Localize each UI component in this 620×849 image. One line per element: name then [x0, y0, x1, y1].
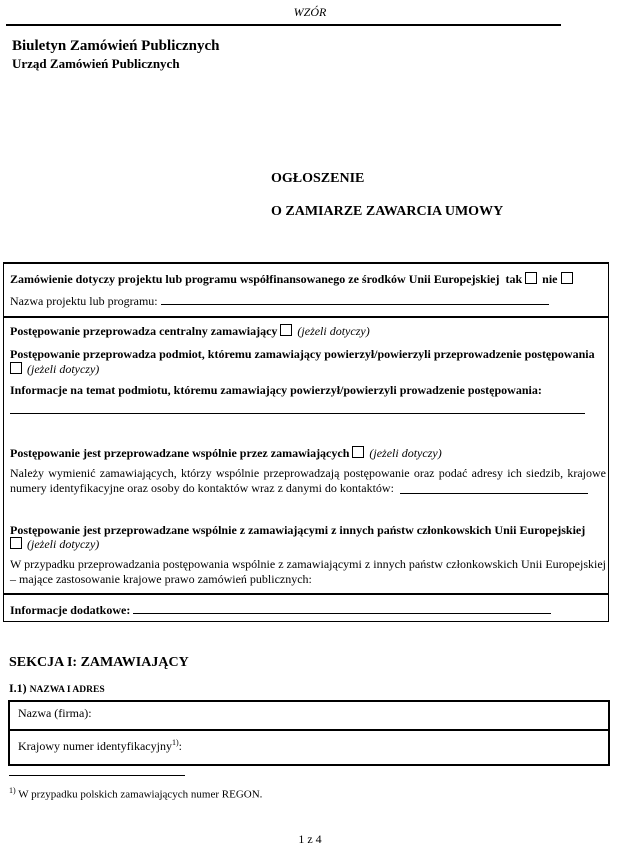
footnote — [9, 786, 262, 801]
yes-label: tak — [505, 272, 523, 286]
contracting-name-label: Nazwa (firma): — [18, 706, 92, 720]
joint-row — [10, 446, 442, 461]
notice-subtitle: O ZAMIARZE ZAWARCIA UMOWY — [271, 204, 504, 219]
section-divider-2 — [3, 593, 609, 595]
additional-info-label: Informacje dodatkowe: — [10, 603, 131, 617]
contracting-name-field[interactable] — [8, 700, 610, 731]
joint-description — [10, 466, 606, 496]
section-divider — [3, 316, 609, 318]
project-name-row — [10, 293, 549, 309]
delegated-info-input[interactable] — [10, 413, 585, 414]
central-row — [10, 324, 370, 339]
delegated-row — [10, 347, 606, 377]
section-1-1-number: I.1) — [9, 681, 27, 695]
central-question: Postępowanie przeprowadza centralny zamawiający — [10, 324, 278, 338]
notice-title: OGŁOSZENIE — [271, 171, 365, 186]
delegated-checkbox[interactable] — [10, 362, 22, 374]
footnote-divider — [9, 775, 185, 776]
section-1-1-heading — [9, 681, 105, 696]
joint-eu-question: Postępowanie jest przeprowadzane wspólnie z zamawiającymi z innych państw członkowskich Unii Europejskiej — [10, 523, 586, 537]
project-name-label: Nazwa projektu lub programu: — [10, 294, 158, 308]
eu-no-checkbox[interactable] — [561, 272, 573, 284]
project-name-input[interactable] — [161, 293, 549, 305]
delegated-question: Postępowanie przeprowadza podmiot, któremu zamawiający powierzył/powierzyli przeprowadzenie postępowania — [10, 347, 595, 361]
joint-eu-description-text: W przypadku przeprowadzania postępowania wspólnie z zamawiającymi z innych państw członkowskich Unii Europejskiej – mające zastosowanie krajowe prawo zamówień publicznych: — [10, 557, 606, 586]
national-id-label: Krajowy numer identyfikacyjny — [18, 739, 172, 753]
delegated-info-label: Informacje na temat podmiotu, któremu zamawiający powierzył/powierzyli prowadzenie postępowania: — [10, 383, 542, 397]
joint-if-applicable: (jeżeli dotyczy) — [369, 446, 442, 460]
joint-checkbox[interactable] — [352, 446, 364, 458]
eu-yes-checkbox[interactable] — [525, 272, 537, 284]
header-divider — [6, 24, 561, 26]
joint-description-input[interactable] — [400, 493, 588, 494]
section-1-heading: SEKCJA I: ZAMAWIAJĄCY — [9, 655, 189, 670]
watermark-label: WZÓR — [293, 5, 327, 19]
eu-project-question: Zamówienie dotyczy projektu lub programu współfinansowanego ze środków Unii Europejskiej — [10, 272, 500, 286]
additional-info-input[interactable] — [133, 602, 551, 614]
eu-project-row — [10, 272, 575, 287]
joint-eu-checkbox-row — [10, 537, 99, 552]
national-id-footnote-ref: 1) — [171, 738, 179, 747]
footnote-marker: 1) — [9, 786, 16, 795]
national-id-field[interactable] — [8, 729, 610, 766]
office-name: Urząd Zamówień Publicznych — [12, 56, 180, 71]
joint-eu-description — [10, 557, 606, 587]
page-number: 1 z 4 — [298, 832, 322, 846]
additional-info-row — [10, 602, 551, 618]
joint-description-text: Należy wymienić zamawiających, którzy wspólnie przeprowadzają postępowanie oraz podać adresy ich siedzib, krajowe numery identyfikacyjne oraz osoby do kontaktów wraz z danymi do kontaktów: — [10, 466, 606, 495]
delegated-if-applicable: (jeżeli dotyczy) — [27, 362, 100, 376]
publication-title: Biuletyn Zamówień Publicznych — [12, 38, 220, 54]
joint-eu-if-applicable: (jeżeli dotyczy) — [27, 537, 100, 551]
joint-question: Postępowanie jest przeprowadzane wspólnie przez zamawiających — [10, 446, 350, 460]
joint-eu-checkbox[interactable] — [10, 537, 22, 549]
joint-eu-row — [10, 523, 606, 538]
footnote-text: W przypadku polskich zamawiających numer REGON. — [18, 788, 263, 801]
central-checkbox[interactable] — [280, 324, 292, 336]
section-1-1-title: NAZWA I ADRES — [29, 685, 105, 695]
no-label: nie — [542, 272, 558, 286]
national-id-colon: : — [178, 739, 182, 753]
central-if-applicable: (jeżeli dotyczy) — [297, 324, 370, 338]
